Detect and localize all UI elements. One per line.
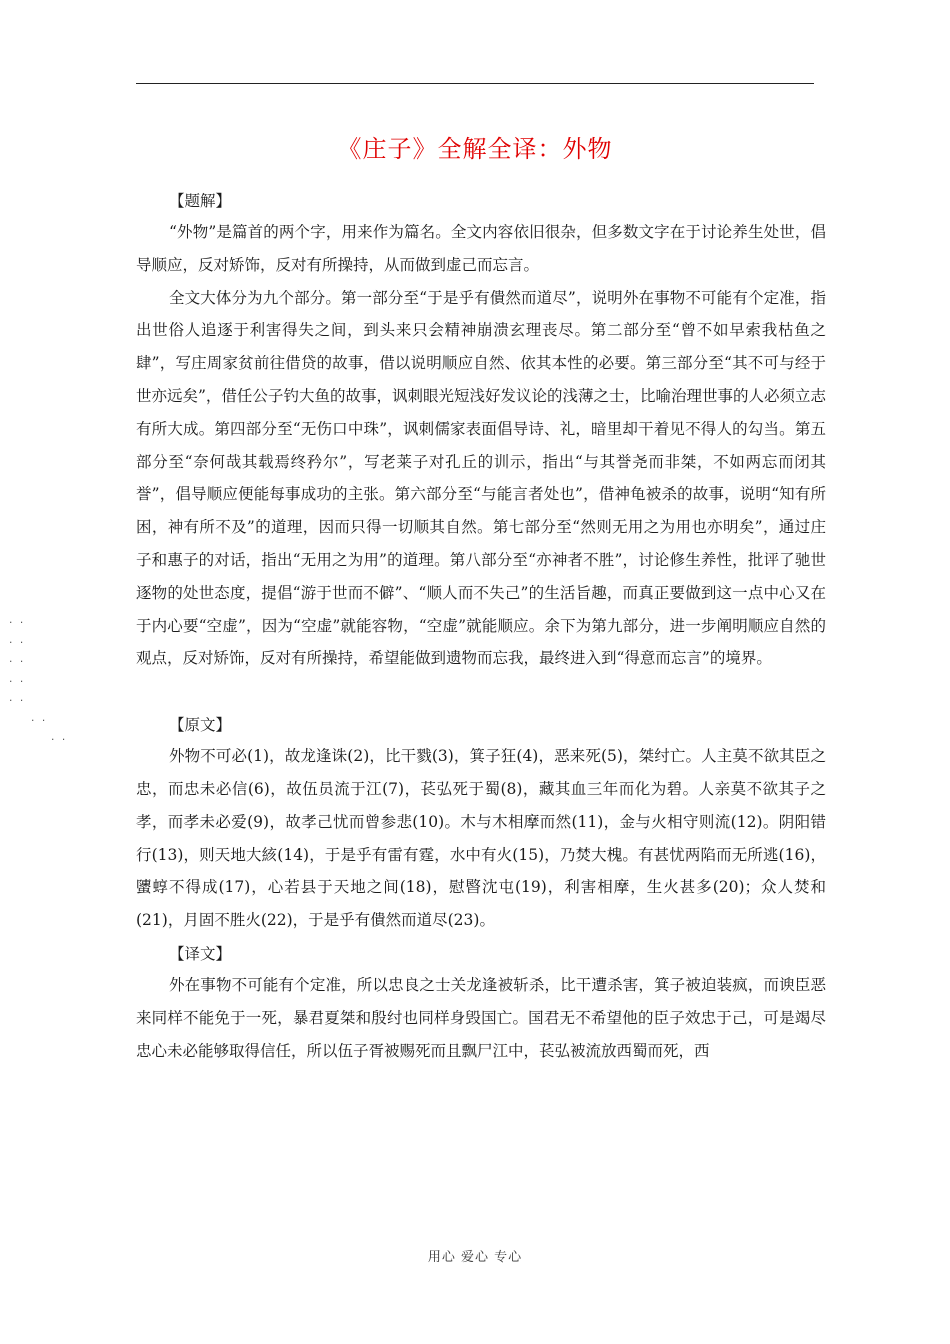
margin-mark: . .: [8, 655, 25, 665]
document-body: [136, 186, 826, 1067]
margin-mark: . .: [8, 635, 25, 646]
yiwen-paragraph: 外在事物不可能有个定准，所以忠良之士关龙逢被斩杀，比干遭杀害，箕子被迫装疯，而谀臣恶来同样不能免于一死，暴君夏桀和殷纣也同样身毁国亡。国君无不希望他的臣子效忠于己，可是竭尽忠心未必能够取得信任，所以伍子胥被赐死而且飘尸江中，苌弘被流放西蜀而死，西: [136, 975, 826, 1060]
page-title: 《庄子》全解全译：外物: [337, 135, 613, 163]
margin-marks: [8, 612, 68, 749]
margin-mark: . .: [30, 713, 47, 724]
tijie-heading: 【题解】: [169, 192, 232, 210]
yuanwen-heading: 【原文】: [169, 716, 232, 735]
header-rule: [136, 83, 814, 84]
tijie-paragraph-2: 全文大体分为九个部分。第一部分至“于是乎有僓然而道尽”，说明外在事物不可能有个定准，指出世俗人追逐于利害得失之间，到头来只会精神崩溃玄理丧尽。第二部分至“曾不如早索我枯鱼之肆”，写庄周家贫前往借贷的故事，借以说明顺应自然、依其本性的必要。第三部分至“其不可与经于世亦远矣”，借任公子钓大鱼的故事，讽刺眼光短浅好发议论的浅薄之士，比喻治理世事的人必须立志有所大成。第四部分至“无伤口中珠”，讽刺儒家表面倡导诗、礼，暗里却干着见不得人的勾当。第五部分至“奈何哉其载焉终矜尔”，写老莱子对孔丘的训示，指出“与其誉尧而非桀，不如两忘而闭其誉”，倡导顺应便能每事成功的主张。第六部分至“与能言者处也”，借神龟被杀的故事，说明“知有所困，神有所不及”的道理，因而只得一切顺其自然。第七部分至“然则无用之为用也亦明矣”，通过庄子和惠子的对话，指出“无用之为用”的道理。第八部分至“亦神者不胜”，讨论修生养性，批评了驰世逐物的处世态度，提倡“游于世而不僻”、“顺人而不失己”的生活旨趣，而真正要做到这一点中心又在于内心要“空虚”，因为“空虚”就能容物，“空虚”就能顺应。余下为第九部分，进一步阐明顺应自然的观点，反对矫饰，反对有所操持，希望能做到遗物而忘我，最终进入到“得意而忘言”的境界。: [136, 288, 826, 668]
margin-mark: . .: [8, 674, 25, 685]
margin-mark: . .: [8, 694, 25, 704]
margin-mark: . .: [50, 733, 67, 743]
tijie-paragraph-1: “外物”是篇首的两个字，用来作为篇名。全文内容依旧很杂，但多数文字在于讨论养生处世，倡导顺应，反对矫饰，反对有所操持，从而做到虚己而忘言。: [136, 223, 826, 274]
page-footer: 用心 爱心 专心: [427, 1250, 523, 1265]
yiwen-heading: 【译文】: [169, 944, 232, 963]
margin-mark: . .: [8, 616, 25, 626]
yuanwen-paragraph: 外物不可必(1)，故龙逢诛(2)，比干戮(3)，箕子狂(4)，恶来死(5)，桀纣亡。人主莫不欲其臣之忠，而忠未必信(6)，故伍员流于江(7)，苌弘死于蜀(8)，藏其血三年而化为碧。人亲莫不欲其子之孝，而孝未必爱(9)，故孝己忧而曾参悲(10)。木与木相摩而然(11)，金与火相守则流(12)。阴阳错行(13)，则天地大絯(14)，于是乎有雷有霆，水中有火(15)，乃焚大槐。有甚忧两陷而无所逃(16)，螴蜳不得成(17)，心若县于天地之间(18)，慰暋沈屯(19)，利害相摩，生火甚多(20)；众人焚和(21)，月固不胜火(22)，于是乎有僓然而道尽(23)。: [136, 747, 826, 930]
